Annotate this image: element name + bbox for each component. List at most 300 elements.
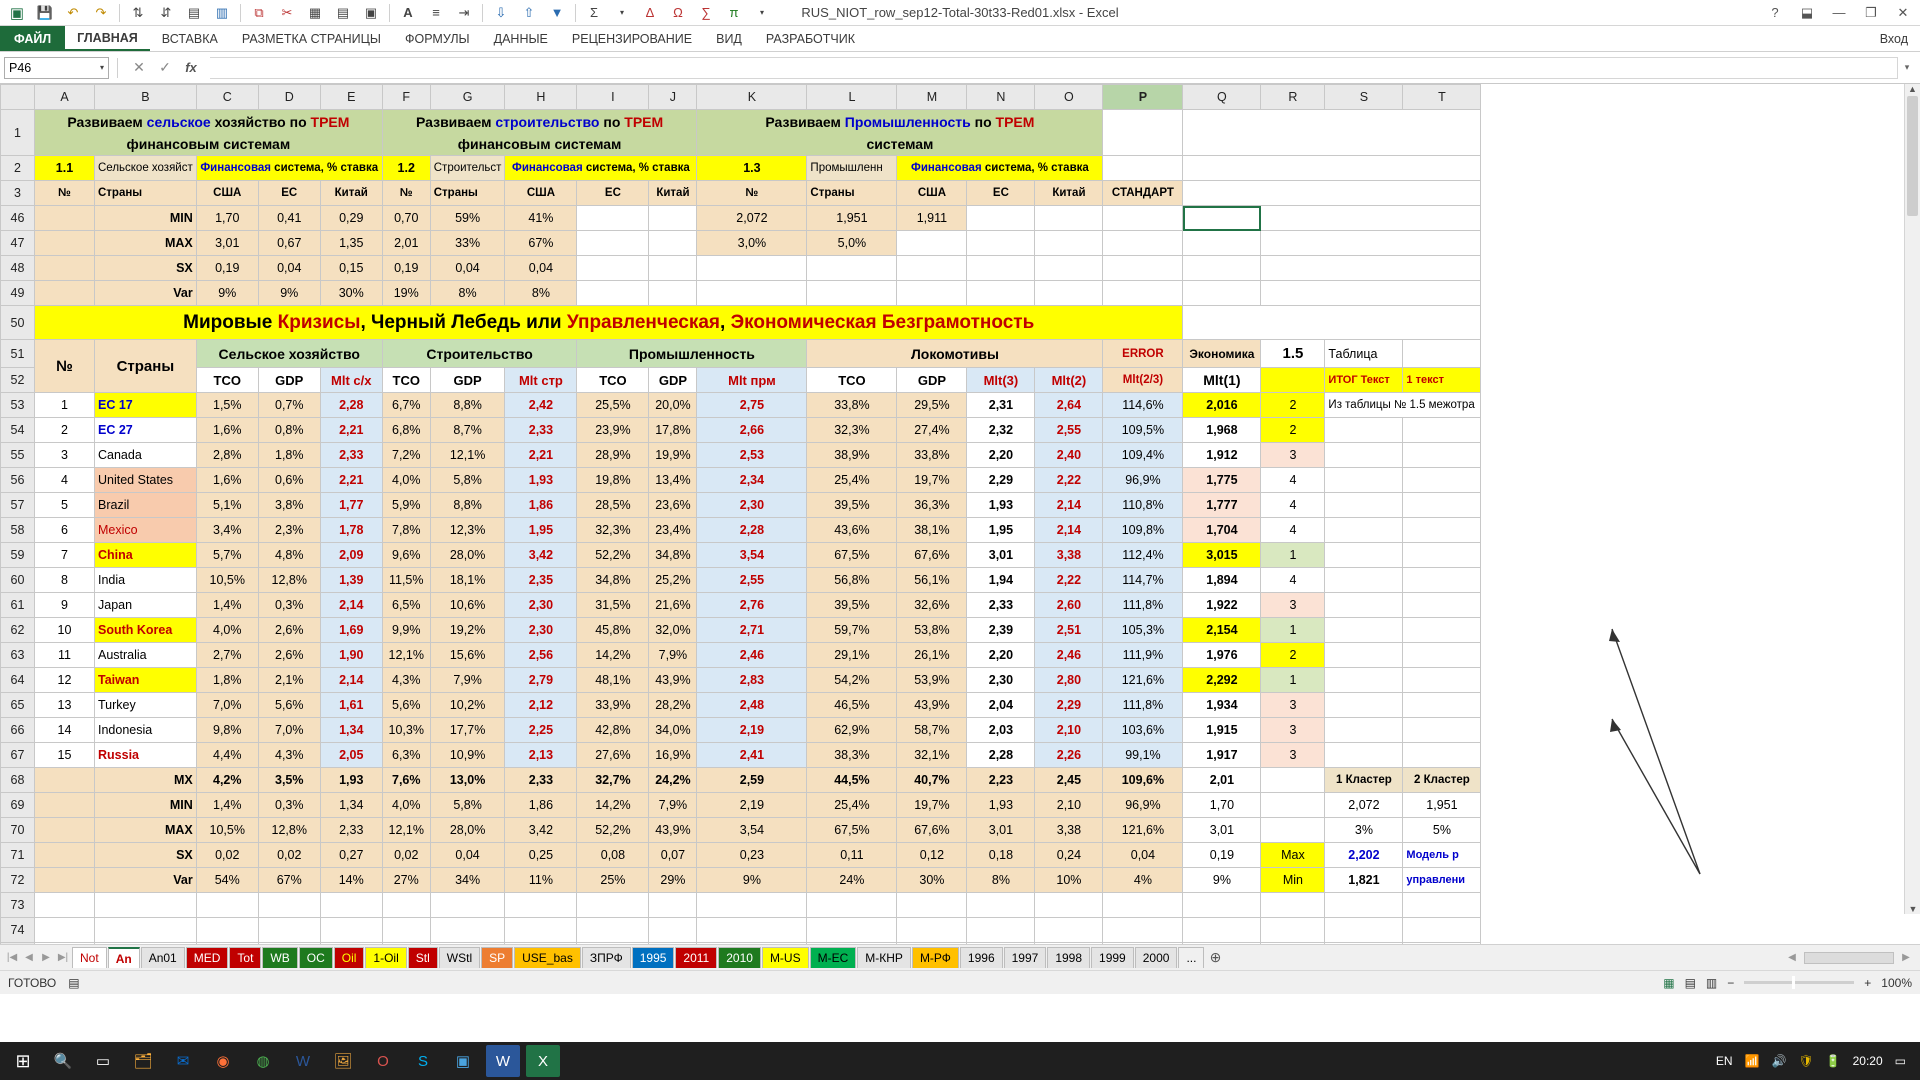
photo-icon[interactable]: 🖼: [333, 1053, 353, 1070]
cell-stat[interactable]: [897, 281, 967, 306]
cell-value[interactable]: 2,12: [505, 693, 577, 718]
sheet-tab-1997[interactable]: 1997: [1004, 947, 1047, 968]
system-tray[interactable]: [1716, 1054, 1914, 1068]
cell-value[interactable]: 1,8%: [258, 443, 320, 468]
cell-value[interactable]: 2,20: [967, 443, 1035, 468]
accept-edit-button[interactable]: ✓: [159, 59, 171, 75]
cell-value[interactable]: 3,38: [1035, 543, 1103, 568]
cell-value[interactable]: 33,9%: [577, 693, 649, 718]
select-all-corner[interactable]: [1, 85, 35, 110]
table-row[interactable]: [1, 643, 1481, 668]
cell-summary-economy[interactable]: 1,70: [1183, 793, 1261, 818]
cell-summary-value[interactable]: 2,33: [320, 818, 382, 843]
cell-value[interactable]: 62,9%: [807, 718, 897, 743]
cell-value[interactable]: 2,21: [505, 443, 577, 468]
cell-value[interactable]: 43,9%: [897, 693, 967, 718]
table-row[interactable]: [1, 543, 1481, 568]
cell-value[interactable]: 2,83: [697, 668, 807, 693]
summary-row[interactable]: [1, 818, 1481, 843]
cell-row-number[interactable]: 5: [35, 493, 95, 518]
cell-blank[interactable]: [35, 231, 95, 256]
task-view-icon[interactable]: ▭: [95, 1053, 111, 1070]
cell-value[interactable]: 54,2%: [807, 668, 897, 693]
row-header[interactable]: 3: [1, 181, 35, 206]
omega-icon[interactable]: Ω: [673, 5, 683, 20]
cell-value[interactable]: 2,33: [505, 418, 577, 443]
cell-summary-value[interactable]: 24%: [807, 868, 897, 893]
cell-blank[interactable]: [1403, 568, 1481, 593]
cell-country[interactable]: Japan: [95, 593, 197, 618]
empty-row[interactable]: [1, 893, 1481, 918]
cell-blank[interactable]: [1261, 943, 1325, 945]
cell-blank[interactable]: [1403, 893, 1481, 918]
cell-summary-error[interactable]: 109,6%: [1103, 768, 1183, 793]
cell-value[interactable]: 1,94: [967, 568, 1035, 593]
cell-summary-value[interactable]: 2,45: [1035, 768, 1103, 793]
cell-q2[interactable]: [1183, 156, 1481, 181]
row-header[interactable]: 68: [1, 768, 35, 793]
cell-value[interactable]: 43,9%: [649, 668, 697, 693]
cell-economy[interactable]: 1,922: [1183, 593, 1261, 618]
cell-summary-value[interactable]: 3,01: [967, 818, 1035, 843]
tab-page-layout[interactable]: РАЗМЕТКА СТРАНИЦЫ: [241, 31, 381, 46]
cell-value[interactable]: 53,9%: [897, 668, 967, 693]
cell-blank[interactable]: [1183, 306, 1481, 340]
cell-header-10[interactable]: №: [697, 181, 807, 206]
cell-value[interactable]: 2,14: [320, 593, 382, 618]
cell-value[interactable]: 53,8%: [897, 618, 967, 643]
cell-value[interactable]: 1,8%: [196, 668, 258, 693]
wrap-text-icon[interactable]: ▤: [336, 4, 350, 20]
cell-blank[interactable]: [649, 918, 697, 943]
cell-summary-value[interactable]: 2,33: [505, 768, 577, 793]
cell-row-number[interactable]: 1: [35, 393, 95, 418]
zoom-slider[interactable]: [1744, 981, 1854, 984]
cell-error[interactable]: 110,8%: [1103, 493, 1183, 518]
max-label[interactable]: Max: [1261, 843, 1325, 868]
cell-country[interactable]: Mexico: [95, 518, 197, 543]
cell-value[interactable]: 39,5%: [807, 593, 897, 618]
quick-access-toolbar[interactable]: [0, 0, 1920, 26]
cell-value[interactable]: 1,6%: [196, 418, 258, 443]
blue-app-icon[interactable]: ▣: [455, 1053, 471, 1070]
cell-value[interactable]: 0,8%: [258, 418, 320, 443]
cell-error[interactable]: 109,5%: [1103, 418, 1183, 443]
cell-value[interactable]: 10,2%: [430, 693, 505, 718]
cell-summary-value[interactable]: 3,38: [1035, 818, 1103, 843]
name-box[interactable]: [4, 57, 109, 79]
cell-value[interactable]: 2,28: [697, 518, 807, 543]
cell-p2[interactable]: [1103, 156, 1183, 181]
column-header-e[interactable]: E: [320, 85, 382, 110]
sort-za-icon[interactable]: ⇧: [523, 4, 535, 20]
cell-blank[interactable]: [1103, 110, 1183, 156]
stat-label[interactable]: MIN: [95, 206, 197, 231]
cell-cluster[interactable]: 4: [1261, 518, 1325, 543]
cluster-2-label[interactable]: 2 Кластер: [1403, 768, 1481, 793]
cell-value[interactable]: 2,03: [967, 718, 1035, 743]
cell-stat[interactable]: [577, 281, 649, 306]
cell-stat[interactable]: [897, 256, 967, 281]
cell-summary-economy[interactable]: 9%: [1183, 868, 1261, 893]
cell-value[interactable]: 2,21: [320, 468, 382, 493]
cluster-2-value[interactable]: 1,951: [1403, 793, 1481, 818]
sheet-tab-1995[interactable]: 1995: [632, 947, 675, 968]
tab-formulas[interactable]: ФОРМУЛЫ: [404, 31, 470, 46]
cell-blank[interactable]: [697, 943, 807, 945]
cell-value[interactable]: 7,0%: [196, 693, 258, 718]
cell-value[interactable]: 10,9%: [430, 743, 505, 768]
cell-country[interactable]: India: [95, 568, 197, 593]
cell-blank[interactable]: [1261, 918, 1325, 943]
redo-icon[interactable]: ↷: [95, 4, 107, 20]
cell-blank[interactable]: [382, 943, 430, 945]
cell-summary-value[interactable]: 0,23: [697, 843, 807, 868]
last-sheet-button[interactable]: ▶|: [57, 952, 69, 963]
cell-value[interactable]: 2,33: [967, 593, 1035, 618]
cell-value[interactable]: 1,69: [320, 618, 382, 643]
row-header[interactable]: 63: [1, 643, 35, 668]
cell-economy[interactable]: 2,154: [1183, 618, 1261, 643]
cell-stat[interactable]: 3,0%: [697, 231, 807, 256]
cell-blank[interactable]: [35, 256, 95, 281]
row-header[interactable]: 46: [1, 206, 35, 231]
cell-summary-value[interactable]: 8%: [967, 868, 1035, 893]
cell-b2[interactable]: Сельское хозяйст: [95, 156, 197, 181]
column-header-m[interactable]: M: [897, 85, 967, 110]
sheet-table[interactable]: [0, 84, 1481, 944]
cell-blank[interactable]: [320, 943, 382, 945]
cell-blank[interactable]: [807, 943, 897, 945]
sheet-tab-1-oil[interactable]: 1-Oil: [365, 947, 406, 968]
cell-value[interactable]: 2,14: [320, 668, 382, 693]
cell-blank[interactable]: [258, 918, 320, 943]
cell-blank[interactable]: [430, 893, 505, 918]
cell-blank[interactable]: [1103, 918, 1183, 943]
grid-icon[interactable]: ▤: [187, 4, 201, 20]
cell-value[interactable]: 2,30: [505, 593, 577, 618]
cell-value[interactable]: 28,9%: [577, 443, 649, 468]
cell-value[interactable]: 21,6%: [649, 593, 697, 618]
cell-stat[interactable]: 8%: [430, 281, 505, 306]
cell-value[interactable]: 2,80: [1035, 668, 1103, 693]
cell-blank[interactable]: [1325, 718, 1403, 743]
cell-f2[interactable]: 1.2: [382, 156, 430, 181]
table-row[interactable]: [1, 393, 1481, 418]
cell-summary-error[interactable]: 96,9%: [1103, 793, 1183, 818]
formula-bar[interactable]: [0, 52, 1920, 84]
cell-stat[interactable]: [1035, 281, 1103, 306]
first-sheet-button[interactable]: |◀: [6, 952, 18, 963]
cell-country[interactable]: Brazil: [95, 493, 197, 518]
tab-data[interactable]: ДАННЫЕ: [493, 31, 548, 46]
cell-value[interactable]: 23,9%: [577, 418, 649, 443]
sheet-tab-1996[interactable]: 1996: [960, 947, 1003, 968]
summary-label[interactable]: SX: [95, 843, 197, 868]
cell-blank[interactable]: [35, 843, 95, 868]
expand-formula-bar-button[interactable]: ▾: [1904, 62, 1910, 72]
cell-blank[interactable]: [1403, 418, 1481, 443]
cell-summary-value[interactable]: 1,4%: [196, 793, 258, 818]
sheet-tab-not[interactable]: Not: [72, 947, 107, 968]
ribbon-display-options-button[interactable]: ⬓: [1800, 4, 1814, 20]
cell-economy[interactable]: 1,968: [1183, 418, 1261, 443]
network-icon[interactable]: 📶: [1744, 1054, 1760, 1068]
cell-value[interactable]: 52,2%: [577, 543, 649, 568]
cell-country[interactable]: United States: [95, 468, 197, 493]
status-right-group[interactable]: [1663, 976, 1912, 990]
cell-value[interactable]: 1,78: [320, 518, 382, 543]
cell-country[interactable]: ЕС 17: [95, 393, 197, 418]
cell-value[interactable]: 2,09: [320, 543, 382, 568]
cell-summary-value[interactable]: 13,0%: [430, 768, 505, 793]
cell-stat[interactable]: 0,29: [320, 206, 382, 231]
cell-value[interactable]: 2,6%: [258, 643, 320, 668]
cell-blank[interactable]: [1261, 206, 1481, 231]
cell-stat[interactable]: [897, 231, 967, 256]
cell-stat[interactable]: [1103, 281, 1183, 306]
cell-summary-value[interactable]: 19,7%: [897, 793, 967, 818]
cell-value[interactable]: 34,8%: [649, 543, 697, 568]
merge-cells-icon[interactable]: ▦: [308, 4, 322, 20]
cell-blank[interactable]: [1325, 543, 1403, 568]
sum-symbol-icon[interactable]: ∑: [701, 5, 711, 20]
sheet-tab-stl[interactable]: Stl: [408, 947, 438, 968]
cell-blank[interactable]: [577, 943, 649, 945]
cell-summary-value[interactable]: 0,07: [649, 843, 697, 868]
summary-row[interactable]: [1, 843, 1481, 868]
cell-value[interactable]: 2,22: [1035, 568, 1103, 593]
cell-blank[interactable]: [897, 918, 967, 943]
cell-stat[interactable]: 0,70: [382, 206, 430, 231]
sheet-tab-an[interactable]: An: [108, 947, 140, 968]
cell-summary-value[interactable]: 32,7%: [577, 768, 649, 793]
cell-value[interactable]: 2,29: [1035, 693, 1103, 718]
vertical-scrollbar[interactable]: [1904, 84, 1920, 914]
cell-error[interactable]: 109,4%: [1103, 443, 1183, 468]
cell-stat[interactable]: 0,04: [505, 256, 577, 281]
cell-blank[interactable]: [35, 943, 95, 945]
cell-summary-error[interactable]: 4%: [1103, 868, 1183, 893]
cell-blank[interactable]: [1183, 943, 1261, 945]
stat-row[interactable]: [1, 231, 1481, 256]
cell-stat[interactable]: 30%: [320, 281, 382, 306]
cell-summary-value[interactable]: 27%: [382, 868, 430, 893]
zoom-slider-knob[interactable]: [1792, 976, 1795, 989]
cell-stat[interactable]: [1103, 231, 1183, 256]
cell-summary-value[interactable]: 9%: [697, 868, 807, 893]
cell-summary-value[interactable]: 1,86: [505, 793, 577, 818]
cell-blank[interactable]: [1325, 518, 1403, 543]
cell-blank[interactable]: [967, 893, 1035, 918]
sheet-tab----[interactable]: ...: [1178, 947, 1204, 968]
cell-blank[interactable]: [897, 893, 967, 918]
cell-stat[interactable]: 1,70: [196, 206, 258, 231]
cell-stat[interactable]: [807, 256, 897, 281]
cell-country[interactable]: South Korea: [95, 618, 197, 643]
cell-summary-value[interactable]: 67%: [258, 868, 320, 893]
cell-value[interactable]: 33,8%: [897, 443, 967, 468]
cell-blank[interactable]: [1325, 418, 1403, 443]
cell-blank[interactable]: [1325, 593, 1403, 618]
cell-m2[interactable]: Финансовая система, % ставка: [897, 156, 1103, 181]
column-header-i[interactable]: I: [577, 85, 649, 110]
cell-stat[interactable]: [1035, 231, 1103, 256]
cell-stat[interactable]: [1035, 206, 1103, 231]
cell-blank[interactable]: [1403, 340, 1481, 368]
cell-summary-economy[interactable]: 0,19: [1183, 843, 1261, 868]
cell-summary-value[interactable]: 25%: [577, 868, 649, 893]
cell-economy[interactable]: 1,915: [1183, 718, 1261, 743]
row-header[interactable]: 48: [1, 256, 35, 281]
cell-value[interactable]: 33,8%: [807, 393, 897, 418]
cell-value[interactable]: 15,6%: [430, 643, 505, 668]
ribbon-tab-bar[interactable]: [0, 26, 1920, 52]
cell-blank[interactable]: [807, 893, 897, 918]
stat-row[interactable]: [1, 206, 1481, 231]
row-header[interactable]: 69: [1, 793, 35, 818]
cell-economy[interactable]: 1,704: [1183, 518, 1261, 543]
cell-value[interactable]: 43,6%: [807, 518, 897, 543]
cell-summary-value[interactable]: 12,1%: [382, 818, 430, 843]
column-header-a[interactable]: A: [35, 85, 95, 110]
scroll-thumb[interactable]: [1907, 96, 1918, 216]
cell-country[interactable]: Russia: [95, 743, 197, 768]
cell-summary-value[interactable]: 3,42: [505, 818, 577, 843]
cluster-1-label[interactable]: 1 Кластер: [1325, 768, 1403, 793]
cell-value[interactable]: 2,56: [505, 643, 577, 668]
cell-1-text[interactable]: 1 текст: [1403, 368, 1481, 393]
cell-blank[interactable]: [649, 943, 697, 945]
scroll-up-arrow-icon[interactable]: ▲: [1908, 84, 1917, 94]
minimize-button[interactable]: —: [1832, 5, 1846, 20]
cell-value[interactable]: 8,7%: [430, 418, 505, 443]
cell-stat[interactable]: [967, 281, 1035, 306]
cell-summary-value[interactable]: 43,9%: [649, 818, 697, 843]
cell-blank[interactable]: [649, 893, 697, 918]
table-row[interactable]: [1, 443, 1481, 468]
cell-value[interactable]: 11,5%: [382, 568, 430, 593]
cell-value[interactable]: 9,9%: [382, 618, 430, 643]
cell-value[interactable]: 4,0%: [382, 468, 430, 493]
table-row[interactable]: [1, 668, 1481, 693]
cell-blank[interactable]: [1103, 893, 1183, 918]
cell-blank[interactable]: [196, 893, 258, 918]
row-header[interactable]: 51: [1, 340, 35, 368]
borders-icon[interactable]: ▣: [364, 4, 378, 20]
cell-header-4[interactable]: Китай: [320, 181, 382, 206]
cell-blank[interactable]: [35, 818, 95, 843]
summary-label[interactable]: Var: [95, 868, 197, 893]
cell-value[interactable]: 2,75: [697, 393, 807, 418]
cell-value[interactable]: 5,7%: [196, 543, 258, 568]
cell-summary-value[interactable]: 5,8%: [430, 793, 505, 818]
empty-row[interactable]: [1, 918, 1481, 943]
cell-summary-value[interactable]: 1,93: [320, 768, 382, 793]
stat-label[interactable]: MAX: [95, 231, 197, 256]
cell-country[interactable]: Australia: [95, 643, 197, 668]
cell-error[interactable]: 105,3%: [1103, 618, 1183, 643]
row-header[interactable]: 67: [1, 743, 35, 768]
stat-label[interactable]: SX: [95, 256, 197, 281]
cell-blank[interactable]: [35, 893, 95, 918]
empty-row[interactable]: [1, 943, 1481, 945]
cell-value[interactable]: 12,8%: [258, 568, 320, 593]
cell-value[interactable]: 2,28: [320, 393, 382, 418]
cell-row-number[interactable]: 2: [35, 418, 95, 443]
cell-error[interactable]: 121,6%: [1103, 668, 1183, 693]
cell-summary-value[interactable]: 10%: [1035, 868, 1103, 893]
cell-summary-value[interactable]: 0,08: [577, 843, 649, 868]
cell-blank[interactable]: [35, 281, 95, 306]
cell-summary-value[interactable]: 3,54: [697, 818, 807, 843]
cell-summary-value[interactable]: 12,8%: [258, 818, 320, 843]
cell-blank[interactable]: [1325, 918, 1403, 943]
cell-error[interactable]: 112,4%: [1103, 543, 1183, 568]
cell-value[interactable]: 32,0%: [649, 618, 697, 643]
cell-value[interactable]: 32,3%: [807, 418, 897, 443]
cell-stat[interactable]: [577, 206, 649, 231]
chevron-down-icon[interactable]: ▾: [619, 8, 624, 17]
firefox-icon[interactable]: ◉: [216, 1053, 230, 1070]
cell-summary-value[interactable]: 67,6%: [897, 818, 967, 843]
cell-itog-text[interactable]: ИТОГ Текст: [1325, 368, 1403, 393]
cell-header-5[interactable]: №: [382, 181, 430, 206]
cell-blank[interactable]: [1403, 593, 1481, 618]
view-normal-button[interactable]: ▦: [1663, 975, 1675, 990]
battery-icon[interactable]: 🔋: [1825, 1054, 1841, 1068]
cell-blank[interactable]: [1183, 893, 1261, 918]
sheet-tab-tot[interactable]: Tot: [229, 947, 261, 968]
sheet-tab-2011[interactable]: 2011: [675, 947, 717, 968]
summary-row[interactable]: [1, 768, 1481, 793]
table-row[interactable]: [1, 418, 1481, 443]
clock[interactable]: 20:20: [1852, 1054, 1883, 1068]
cell-blank[interactable]: [1403, 743, 1481, 768]
cell-blank[interactable]: [577, 918, 649, 943]
cell-value[interactable]: 28,0%: [430, 543, 505, 568]
cell-stat[interactable]: 0,19: [382, 256, 430, 281]
cell-error[interactable]: 111,9%: [1103, 643, 1183, 668]
cell-value[interactable]: 0,6%: [258, 468, 320, 493]
column-header-t[interactable]: T: [1403, 85, 1481, 110]
tab-file[interactable]: ФАЙЛ: [0, 26, 65, 51]
cell-value[interactable]: 7,2%: [382, 443, 430, 468]
cell-value[interactable]: 2,04: [967, 693, 1035, 718]
cell-stat[interactable]: 2,072: [697, 206, 807, 231]
add-sheet-button[interactable]: ⊕: [1209, 949, 1222, 965]
cell-value[interactable]: 2,13: [505, 743, 577, 768]
cell-blank[interactable]: [1183, 281, 1261, 306]
cell-blank[interactable]: [505, 918, 577, 943]
shield-icon[interactable]: 🛡: [1798, 1054, 1814, 1068]
cell-blank[interactable]: [258, 943, 320, 945]
cell-value[interactable]: 6,3%: [382, 743, 430, 768]
cell-value[interactable]: 2,33: [320, 443, 382, 468]
close-button[interactable]: ✕: [1897, 4, 1909, 20]
cell-summary-value[interactable]: 14%: [320, 868, 382, 893]
notifications-icon[interactable]: ▭: [1894, 1054, 1906, 1068]
cell-summary-value[interactable]: 0,12: [897, 843, 967, 868]
next-sheet-button[interactable]: ▶: [42, 952, 50, 963]
cell-blank[interactable]: [1325, 618, 1403, 643]
cell-header-7[interactable]: США: [505, 181, 577, 206]
indent-icon[interactable]: ⇥: [458, 4, 470, 20]
cell-blank[interactable]: [1403, 443, 1481, 468]
cell-country[interactable]: Indonesia: [95, 718, 197, 743]
cell-value[interactable]: 42,8%: [577, 718, 649, 743]
cell-value[interactable]: 23,6%: [649, 493, 697, 518]
